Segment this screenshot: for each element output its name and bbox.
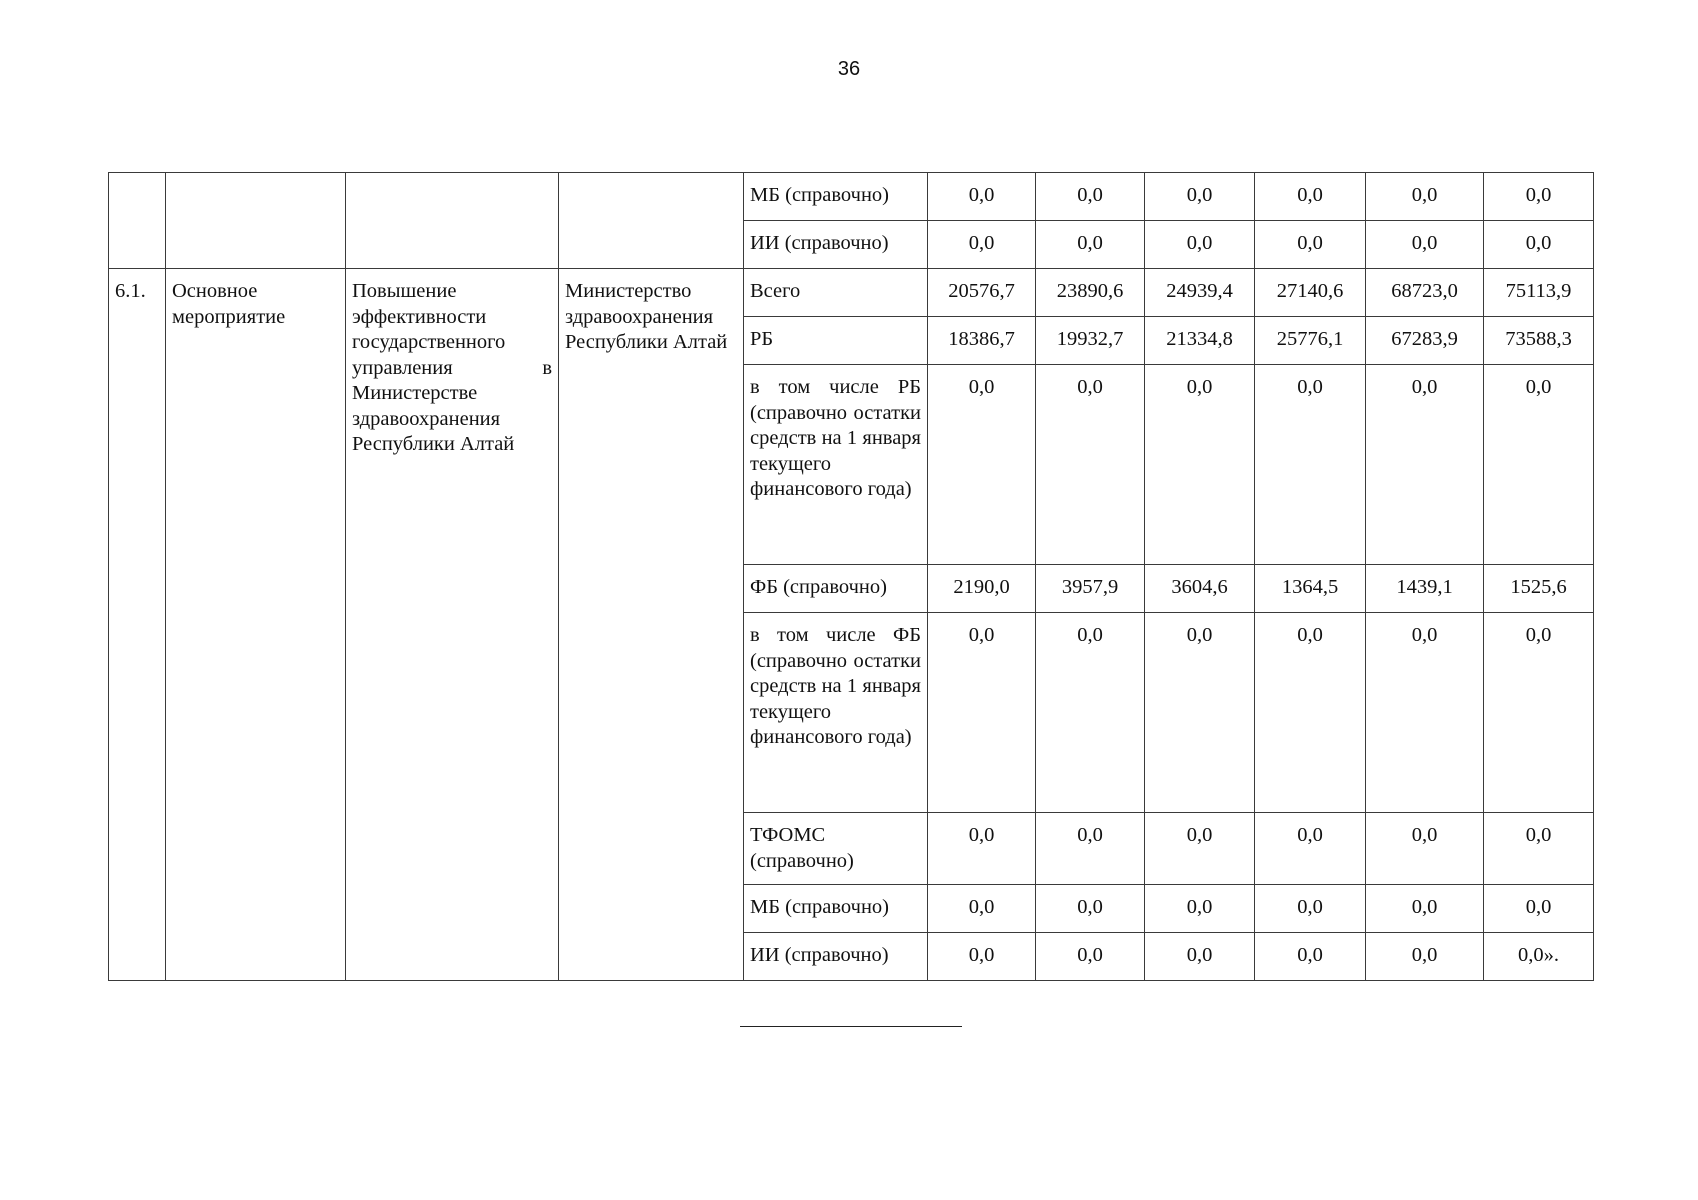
value-cell: 0,0 [1255, 613, 1366, 813]
value-cell: 0,0 [1036, 885, 1145, 933]
value-cell: 73588,3 [1484, 317, 1594, 365]
item-type-cell: Основное мероприятие [166, 269, 346, 981]
value-cell: 0,0 [1366, 173, 1484, 221]
continuation-number-cell [109, 173, 166, 269]
purpose-line: Республики Алтай [352, 433, 515, 455]
value-cell: 0,0 [1145, 933, 1255, 981]
value-cell: 0,0 [1484, 173, 1594, 221]
value-cell: 0,0 [928, 885, 1036, 933]
value-cell: 2190,0 [928, 565, 1036, 613]
value-cell: 0,0 [928, 173, 1036, 221]
value-cell: 0,0 [1145, 813, 1255, 885]
value-cell: 0,0 [1484, 221, 1594, 269]
value-cell: 27140,6 [1255, 269, 1366, 317]
value-cell: 0,0 [1036, 613, 1145, 813]
value-cell: 0,0 [1484, 365, 1594, 565]
value-cell: 0,0 [1145, 885, 1255, 933]
value-cell: 0,0 [1484, 613, 1594, 813]
continuation-type-cell [166, 173, 346, 269]
purpose-line: Министерстве [352, 382, 478, 404]
value-cell: 0,0 [1366, 221, 1484, 269]
item-executor-cell: Министерство здравоохранения Республики Алтай [559, 269, 744, 981]
value-cell: 68723,0 [1366, 269, 1484, 317]
value-cell: 0,0 [1255, 885, 1366, 933]
value-cell: 0,0 [1255, 365, 1366, 565]
purpose-line-left: управления [352, 356, 453, 379]
page-number: 36 [837, 58, 861, 80]
continuation-purpose-cell [346, 173, 559, 269]
value-cell: 0,0 [928, 813, 1036, 885]
funding-source-cell: ИИ (справочно) [744, 221, 928, 269]
funding-source-cell: в том числе ФБ (справочно остатки средств на 1 января текущего финансового года) [744, 613, 928, 813]
value-cell: 0,0 [928, 933, 1036, 981]
value-cell: 19932,7 [1036, 317, 1145, 365]
continuation-executor-cell [559, 173, 744, 269]
value-cell: 23890,6 [1036, 269, 1145, 317]
value-cell: 0,0 [928, 613, 1036, 813]
item-purpose-cell [346, 269, 559, 981]
purpose-line: государственного [352, 331, 506, 353]
value-cell: 18386,7 [928, 317, 1036, 365]
value-cell: 0,0 [1484, 813, 1594, 885]
value-cell: 20576,7 [928, 269, 1036, 317]
value-cell: 0,0 [1255, 933, 1366, 981]
value-cell: 0,0 [1145, 613, 1255, 813]
purpose-line: Повышение [352, 280, 457, 302]
value-cell: 0,0 [1255, 173, 1366, 221]
value-cell: 0,0 [928, 221, 1036, 269]
value-cell: 3604,6 [1145, 565, 1255, 613]
purpose-line: эффективности [352, 305, 487, 328]
item-number-cell: 6.1. [109, 269, 166, 981]
value-cell: 0,0 [1366, 885, 1484, 933]
funding-source-cell: Всего [744, 269, 928, 317]
value-cell: 1439,1 [1366, 565, 1484, 613]
funding-source-cell: МБ (справочно) [744, 173, 928, 221]
value-cell: 75113,9 [1484, 269, 1594, 317]
value-cell: 0,0 [1484, 885, 1594, 933]
value-cell: 0,0 [1036, 365, 1145, 565]
value-cell: 0,0 [1145, 365, 1255, 565]
purpose-line-right: в [542, 356, 552, 379]
funding-source-cell: в том числе РБ (справочно остатки средств на 1 января текущего финансового года) [744, 365, 928, 565]
value-cell: 67283,9 [1366, 317, 1484, 365]
value-cell: 0,0 [1036, 813, 1145, 885]
value-cell: 0,0 [1366, 933, 1484, 981]
value-cell: 0,0 [1366, 813, 1484, 885]
value-cell: 0,0 [1366, 365, 1484, 565]
table-row [109, 269, 1594, 317]
purpose-line [352, 356, 552, 382]
value-cell: 0,0 [1255, 813, 1366, 885]
purpose-line: здравоохранения [352, 407, 501, 430]
funding-source-cell: ИИ (справочно) [744, 933, 928, 981]
end-of-document-rule [740, 1026, 962, 1027]
funding-table [108, 172, 1594, 981]
value-cell: 25776,1 [1255, 317, 1366, 365]
value-cell: 0,0 [928, 365, 1036, 565]
value-cell: 0,0 [1366, 613, 1484, 813]
value-cell: 0,0 [1036, 221, 1145, 269]
value-cell: 1364,5 [1255, 565, 1366, 613]
value-cell: 24939,4 [1145, 269, 1255, 317]
funding-source-cell: РБ [744, 317, 928, 365]
value-cell: 21334,8 [1145, 317, 1255, 365]
value-cell: 0,0 [1036, 173, 1145, 221]
value-cell: 0,0 [1145, 173, 1255, 221]
funding-source-cell: МБ (справочно) [744, 885, 928, 933]
funding-source-cell: ТФОМС (справочно) [744, 813, 928, 885]
value-cell: 0,0 [1255, 221, 1366, 269]
funding-source-cell: ФБ (справочно) [744, 565, 928, 613]
table-row [109, 173, 1594, 221]
value-cell: 1525,6 [1484, 565, 1594, 613]
value-cell: 0,0». [1484, 933, 1594, 981]
value-cell: 0,0 [1145, 221, 1255, 269]
value-cell: 3957,9 [1036, 565, 1145, 613]
value-cell: 0,0 [1036, 933, 1145, 981]
